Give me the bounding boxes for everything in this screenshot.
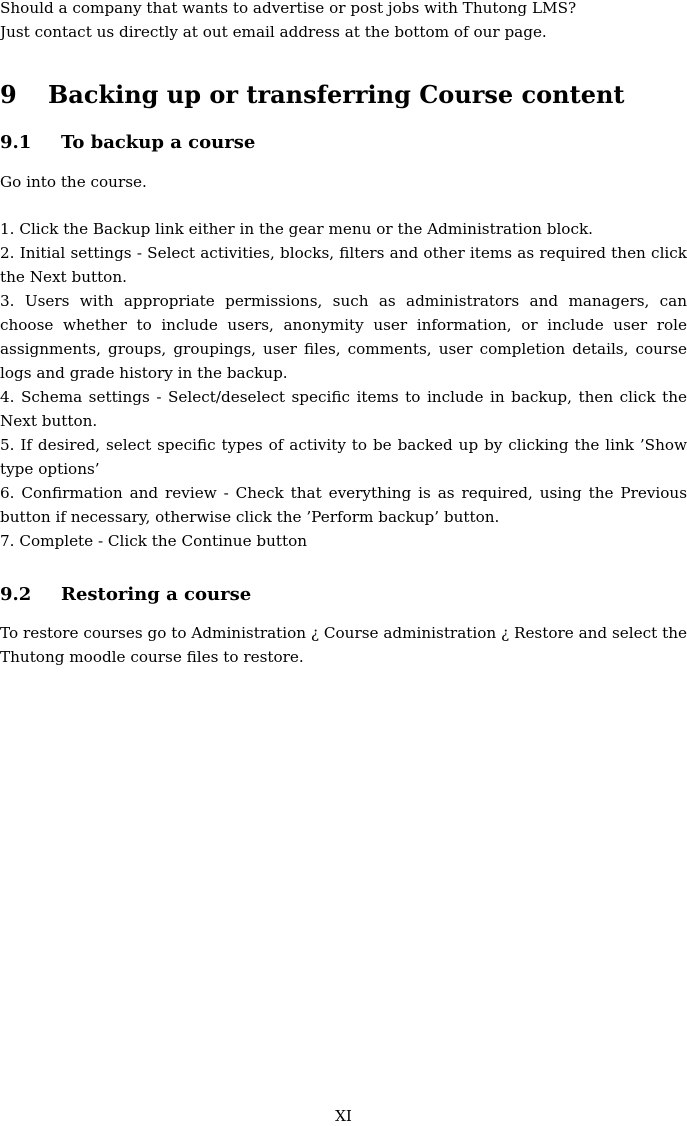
backup-step-5: 5. If desired, select specific types of activity to be backed up by clicking the link ’Show type options’ xyxy=(0,436,687,478)
section-heading xyxy=(0,80,687,110)
backup-step-6: 6. Confirmation and review - Check that everything is as required, using the Previous button if necessary, otherwise click the ’Perform backup’ button. xyxy=(0,484,687,526)
backup-step-7: 7. Complete - Click the Continue button xyxy=(0,532,308,550)
backup-step-3: 3. Users with appropriate permissions, such as administrators and managers, can choose whether to include users, anonymity user information, or include user role assignments, groups, groupings, user files, comments, user completion details, course logs and grade history in the backup. xyxy=(0,292,687,382)
subsection-heading-restore xyxy=(0,583,687,607)
subsection-title-backup: To backup a course xyxy=(61,132,256,153)
backup-steps-list xyxy=(0,217,687,553)
section-title: Backing up or transferring Course content xyxy=(48,80,625,109)
intro-line-1: Should a company that wants to advertise or post jobs with Thutong LMS? xyxy=(0,0,577,17)
page-number: XI xyxy=(335,1107,352,1125)
section-number: 9 xyxy=(0,80,17,109)
subsection-heading-backup xyxy=(0,131,687,155)
backup-step-4: 4. Schema settings - Select/deselect specific items to include in backup, then click the Next button. xyxy=(0,388,687,430)
subsection-number-backup: 9.1 xyxy=(0,132,32,153)
backup-step-1: 1. Click the Backup link either in the gear menu or the Administration block. xyxy=(0,220,593,238)
subsection-number-restore: 9.2 xyxy=(0,584,32,605)
backup-step-2: 2. Initial settings - Select activities, blocks, filters and other items as required then click the Next button. xyxy=(0,244,687,286)
subsection-title-restore: Restoring a course xyxy=(61,584,252,605)
intro-line-2: Just contact us directly at out email address at the bottom of our page. xyxy=(0,23,547,41)
restore-paragraph: To restore courses go to Administration ¿ Course administration ¿ Restore and select the Thutong moodle course files to restore. xyxy=(0,624,687,666)
backup-intro: Go into the course. xyxy=(0,173,147,191)
intro-paragraph xyxy=(0,0,687,44)
